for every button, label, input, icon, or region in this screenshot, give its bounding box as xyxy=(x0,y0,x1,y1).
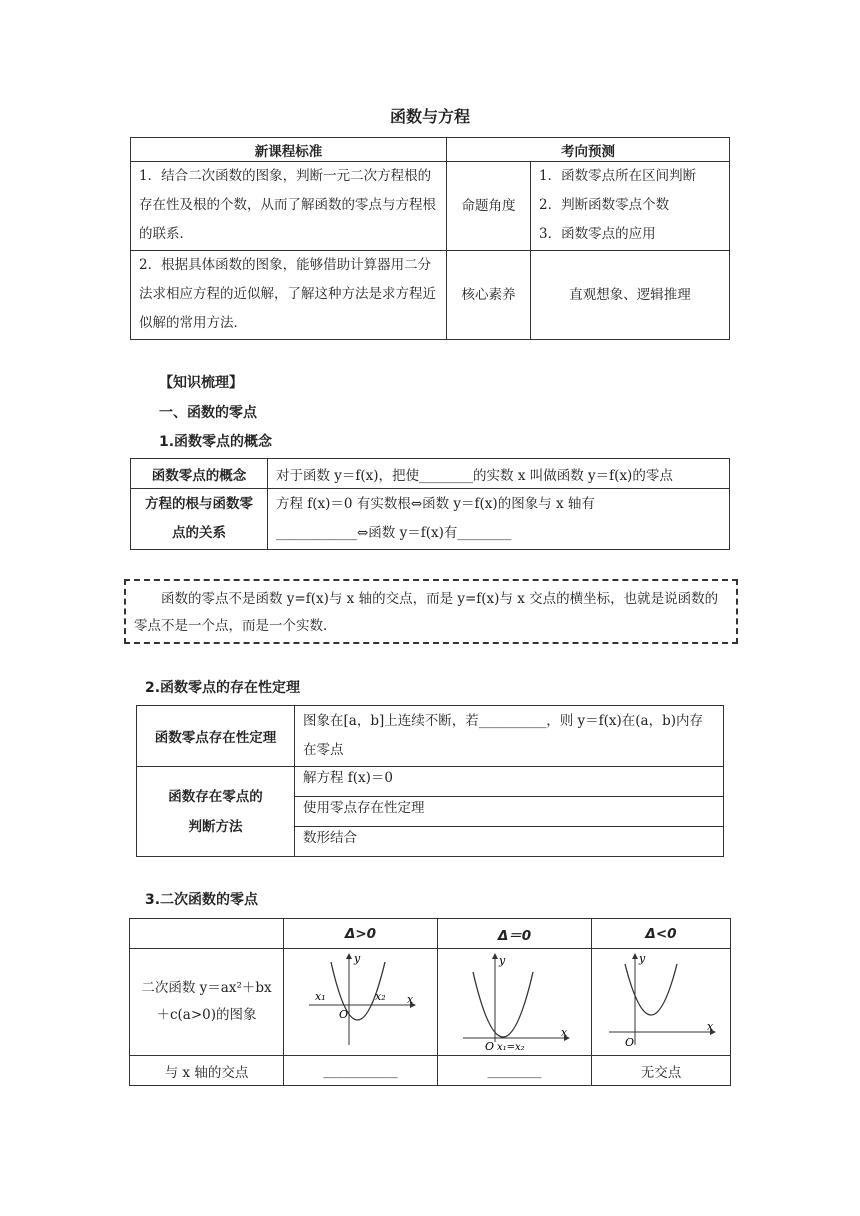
col-delta-positive: Δ>0 xyxy=(284,919,438,949)
angle-label: 命题角度 xyxy=(447,162,531,251)
angle-item: 2．判断函数零点个数 xyxy=(539,197,670,213)
core-value: 直观想象、逻辑推理 xyxy=(531,251,730,340)
graph-two-roots xyxy=(284,949,438,1056)
quadratic-table xyxy=(129,918,731,1086)
method-item: 解方程 f(x)＝0 xyxy=(295,767,724,797)
origin-label: O xyxy=(625,1036,635,1049)
subsection-heading: 1.函数零点的概念 xyxy=(159,434,273,450)
relation-label: 方程的根与函数零点的关系 xyxy=(131,489,268,550)
knowledge-heading: 【知识梳理】 xyxy=(159,375,243,391)
graph-one-root xyxy=(438,949,592,1056)
col-delta-zero: Δ＝0 xyxy=(438,919,592,949)
parabola-two-roots-graph xyxy=(301,950,421,1050)
theorem-label: 函数零点存在性定理 xyxy=(137,706,295,767)
root-label: x₁=x₂ xyxy=(496,1042,525,1050)
core-label: 核心素养 xyxy=(447,251,531,340)
angle-item: 3．函数零点的应用 xyxy=(539,226,656,242)
standards-table xyxy=(130,137,730,340)
axis-label: y xyxy=(353,952,360,965)
axis-label: x xyxy=(406,993,413,1006)
method-item: 使用零点存在性定理 xyxy=(295,797,724,827)
concept-value: 对于函数 y＝f(x)，把使________的实数 x 叫做函数 y＝f(x)的零点 xyxy=(268,459,730,489)
intersection-blank: ________ xyxy=(438,1056,592,1086)
section-heading: 一、函数的零点 xyxy=(159,405,257,421)
forecast-header: 考向预测 xyxy=(447,138,730,162)
axis-label: x xyxy=(560,1026,567,1039)
page-title: 函数与方程 xyxy=(389,107,470,126)
intersection-none: 无交点 xyxy=(592,1056,731,1086)
axis-label: x xyxy=(707,1020,714,1033)
subsection-heading: 3.二次函数的零点 xyxy=(145,892,259,908)
method-item: 数形结合 xyxy=(295,827,724,857)
theorem-value: 图象在[a，b]上连续不断，若__________，则 y＝f(x)在(a，b)内存在零点 xyxy=(295,706,724,767)
intersection-row-label: 与 x 轴的交点 xyxy=(130,1056,284,1086)
angle-item: 1．函数零点所在区间判断 xyxy=(539,168,697,184)
subsection-heading: 2.函数零点的存在性定理 xyxy=(145,680,301,696)
note-box xyxy=(124,579,738,644)
concept-label: 函数零点的概念 xyxy=(131,459,268,489)
relation-line: 方程 f(x)＝0 有实数根⇔函数 y＝f(x)的图象与 x 轴有 xyxy=(276,496,595,512)
standards-header: 新课程标准 xyxy=(131,138,447,162)
standard-1: 1．结合二次函数的图象，判断一元二次方程根的存在性及根的个数，从而了解函数的零点与方程根的联系． xyxy=(131,162,447,251)
relation-line: ____________⇔函数 y＝f(x)有________ xyxy=(276,525,512,541)
root-label: x₂ xyxy=(374,990,386,1003)
origin-label: O xyxy=(484,1040,494,1050)
angle-items xyxy=(531,162,730,251)
note-text: 函数的零点不是函数 y=f(x)与 x 轴的交点，而是 y=f(x)与 x 交点的横坐标，也就是说函数的零点不是一个点，而是一个实数. xyxy=(134,591,719,634)
axis-label: y xyxy=(498,954,505,967)
graph-row-label: 二次函数 y＝ax²＋bx＋c(a>0)的图象 xyxy=(130,949,284,1056)
existence-table xyxy=(136,705,724,857)
empty-cell xyxy=(130,919,284,949)
axis-label: y xyxy=(639,952,646,965)
intersection-blank: ___________ xyxy=(284,1056,438,1086)
origin-label: O xyxy=(338,1008,348,1021)
graph-no-root xyxy=(592,949,731,1056)
parabola-one-root-graph xyxy=(455,950,575,1050)
methods-label: 函数存在零点的判断方法 xyxy=(137,767,295,857)
concept-table xyxy=(130,458,730,550)
root-label: x₁ xyxy=(314,990,326,1003)
relation-value xyxy=(268,489,730,550)
standard-2: 2．根据具体函数的图象，能够借助计算器用二分法求相应方程的近似解，了解这种方法是求方程近似解的常用方法． xyxy=(131,251,447,340)
parabola-no-root-graph xyxy=(601,950,721,1050)
col-delta-negative: Δ<0 xyxy=(592,919,731,949)
